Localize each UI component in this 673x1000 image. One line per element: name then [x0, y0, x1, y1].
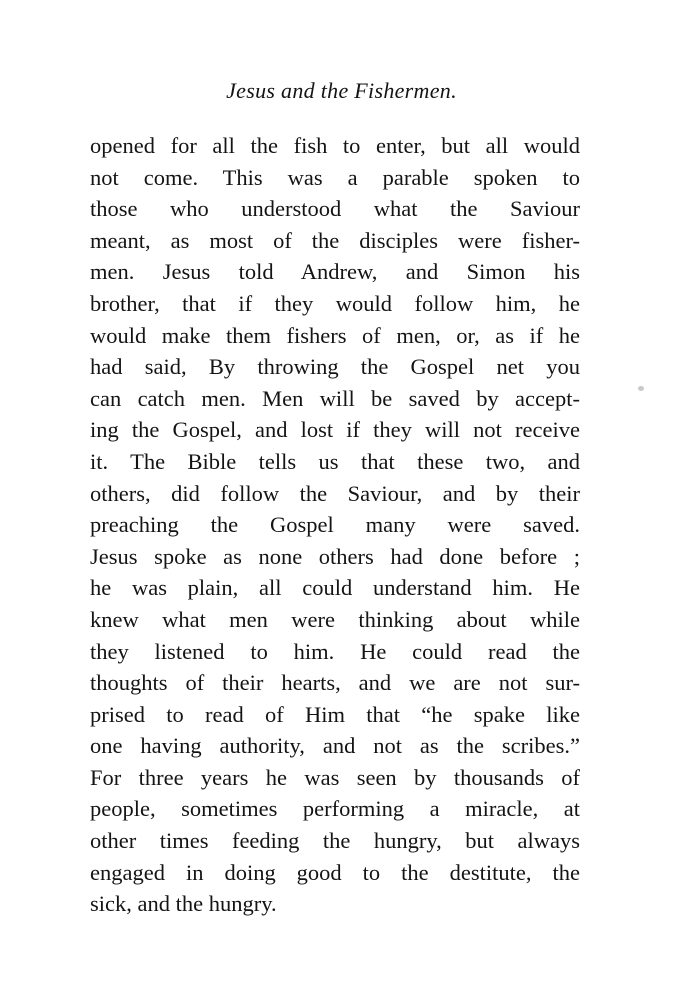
- text-line: knew what men were thinking about while: [90, 606, 580, 632]
- text-line: brother, that if they would follow him, he: [90, 290, 580, 316]
- text-line: ing the Gospel, and lost if they will not receive: [90, 417, 580, 443]
- text-line: men. Jesus told Andrew, and Simon his: [90, 259, 580, 285]
- body-text: [90, 130, 580, 920]
- text-line: opened for all the fish to enter, but all would: [90, 133, 580, 158]
- text-line: other times feeding the hungry, but always: [90, 828, 580, 854]
- text-line: it. The Bible tells us that these two, and: [90, 448, 580, 474]
- text-line: preaching the Gospel many were saved.: [90, 512, 580, 538]
- running-head: Jesus and the Fishermen.: [226, 78, 457, 103]
- text-line: those who understood what the Saviour: [90, 196, 580, 222]
- text-line: sick, and the hungry.: [90, 891, 277, 917]
- text-line: would make them fishers of men, or, as if he: [90, 322, 580, 348]
- text-line: engaged in doing good to the destitute, the: [90, 859, 580, 885]
- text-line: he was plain, all could understand him. He: [90, 575, 580, 601]
- text-line: thoughts of their hearts, and we are not sur-: [90, 670, 580, 696]
- text-line: prised to read of Him that “he spake like: [90, 701, 580, 727]
- text-line: For three years he was seen by thousands of: [90, 764, 580, 790]
- text-line: can catch men. Men will be saved by accept-: [90, 385, 580, 411]
- paper-speck: [638, 386, 644, 391]
- text-line: people, sometimes performing a miracle, at: [90, 796, 580, 822]
- text-line: not come. This was a parable spoken to: [90, 164, 580, 190]
- text-line: had said, By throwing the Gospel net you: [90, 354, 580, 380]
- text-line: they listened to him. He could read the: [90, 638, 580, 664]
- text-line: meant, as most of the disciples were fisher-: [90, 227, 580, 253]
- text-line: one having authority, and not as the scribes.”: [90, 733, 580, 759]
- text-line: Jesus spoke as none others had done before ;: [90, 543, 580, 569]
- text-line: others, did follow the Saviour, and by their: [90, 480, 580, 506]
